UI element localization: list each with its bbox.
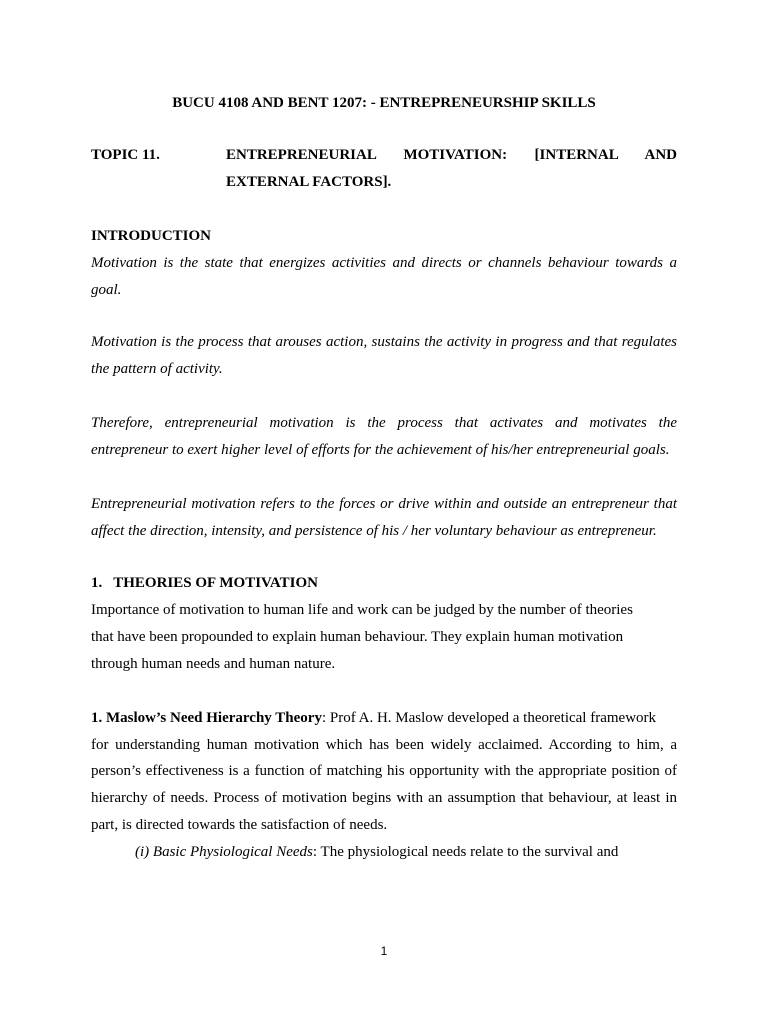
maslow-line-5: part, is directed towards the satisfaction of needs. [91,817,388,833]
maslow-line-1-rest: : Prof A. H. Maslow developed a theoretical framework [321,710,657,726]
intro-paragraph-1-line-2: goal. [91,282,122,298]
intro-paragraph-1-line-1: Motivation is the state that energizes activities and directs or channels behaviour towards a [91,255,677,271]
topic-heading-line-1: ENTREPRENEURIAL MOTIVATION: [INTERNAL AND [226,147,677,163]
maslow-theory-title: 1. Maslow’s Need Hierarchy Theory [91,710,322,726]
intro-paragraph-4-line-1: Entrepreneurial motivation refers to the forces or drive within and outside an entrepreneur that [91,496,677,512]
document-title: BUCU 4108 AND BENT 1207: - ENTREPRENEURSHIP SKILLS [172,95,596,111]
physiological-needs-title: (i) Basic Physiological Needs [135,844,313,860]
intro-paragraph-3-line-2: entrepreneur to exert higher level of efforts for the achievement of his/her entrepreneurial goals. [91,442,670,458]
maslow-line-1 [91,708,656,728]
physiological-needs-line [135,842,618,862]
topic-heading-line-2: EXTERNAL FACTORS]. [226,174,392,190]
introduction-heading: INTRODUCTION [91,228,212,244]
maslow-line-3: person’s effectiveness is a function of matching his opportunity with the appropriate position of [91,763,677,779]
maslow-line-2: for understanding human motivation which has been widely acclaimed. According to him, a [91,737,677,753]
theories-heading: 1. THEORIES OF MOTIVATION [91,575,318,591]
page-number: 1 [380,944,388,958]
intro-paragraph-2-line-2: the pattern of activity. [91,361,223,377]
theories-intro-line-2: that have been propounded to explain human behaviour. They explain human motivation [91,629,624,645]
intro-paragraph-4-line-2: affect the direction, intensity, and persistence of his / her voluntary behaviour as entrepreneur. [91,523,657,539]
intro-paragraph-3-line-1: Therefore, entrepreneurial motivation is the process that activates and motivates the [91,415,677,431]
intro-paragraph-2-line-1: Motivation is the process that arouses action, sustains the activity in progress and that regulates [91,334,677,350]
theories-intro-line-1: Importance of motivation to human life and work can be judged by the number of theories [91,602,633,618]
maslow-line-4: hierarchy of needs. Process of motivation begins with an assumption that behaviour, at least in [91,790,677,806]
topic-label: TOPIC 11. [91,147,160,163]
physiological-needs-rest: : The physiological needs relate to the survival and [312,844,619,860]
theories-intro-line-3: through human needs and human nature. [91,656,336,672]
